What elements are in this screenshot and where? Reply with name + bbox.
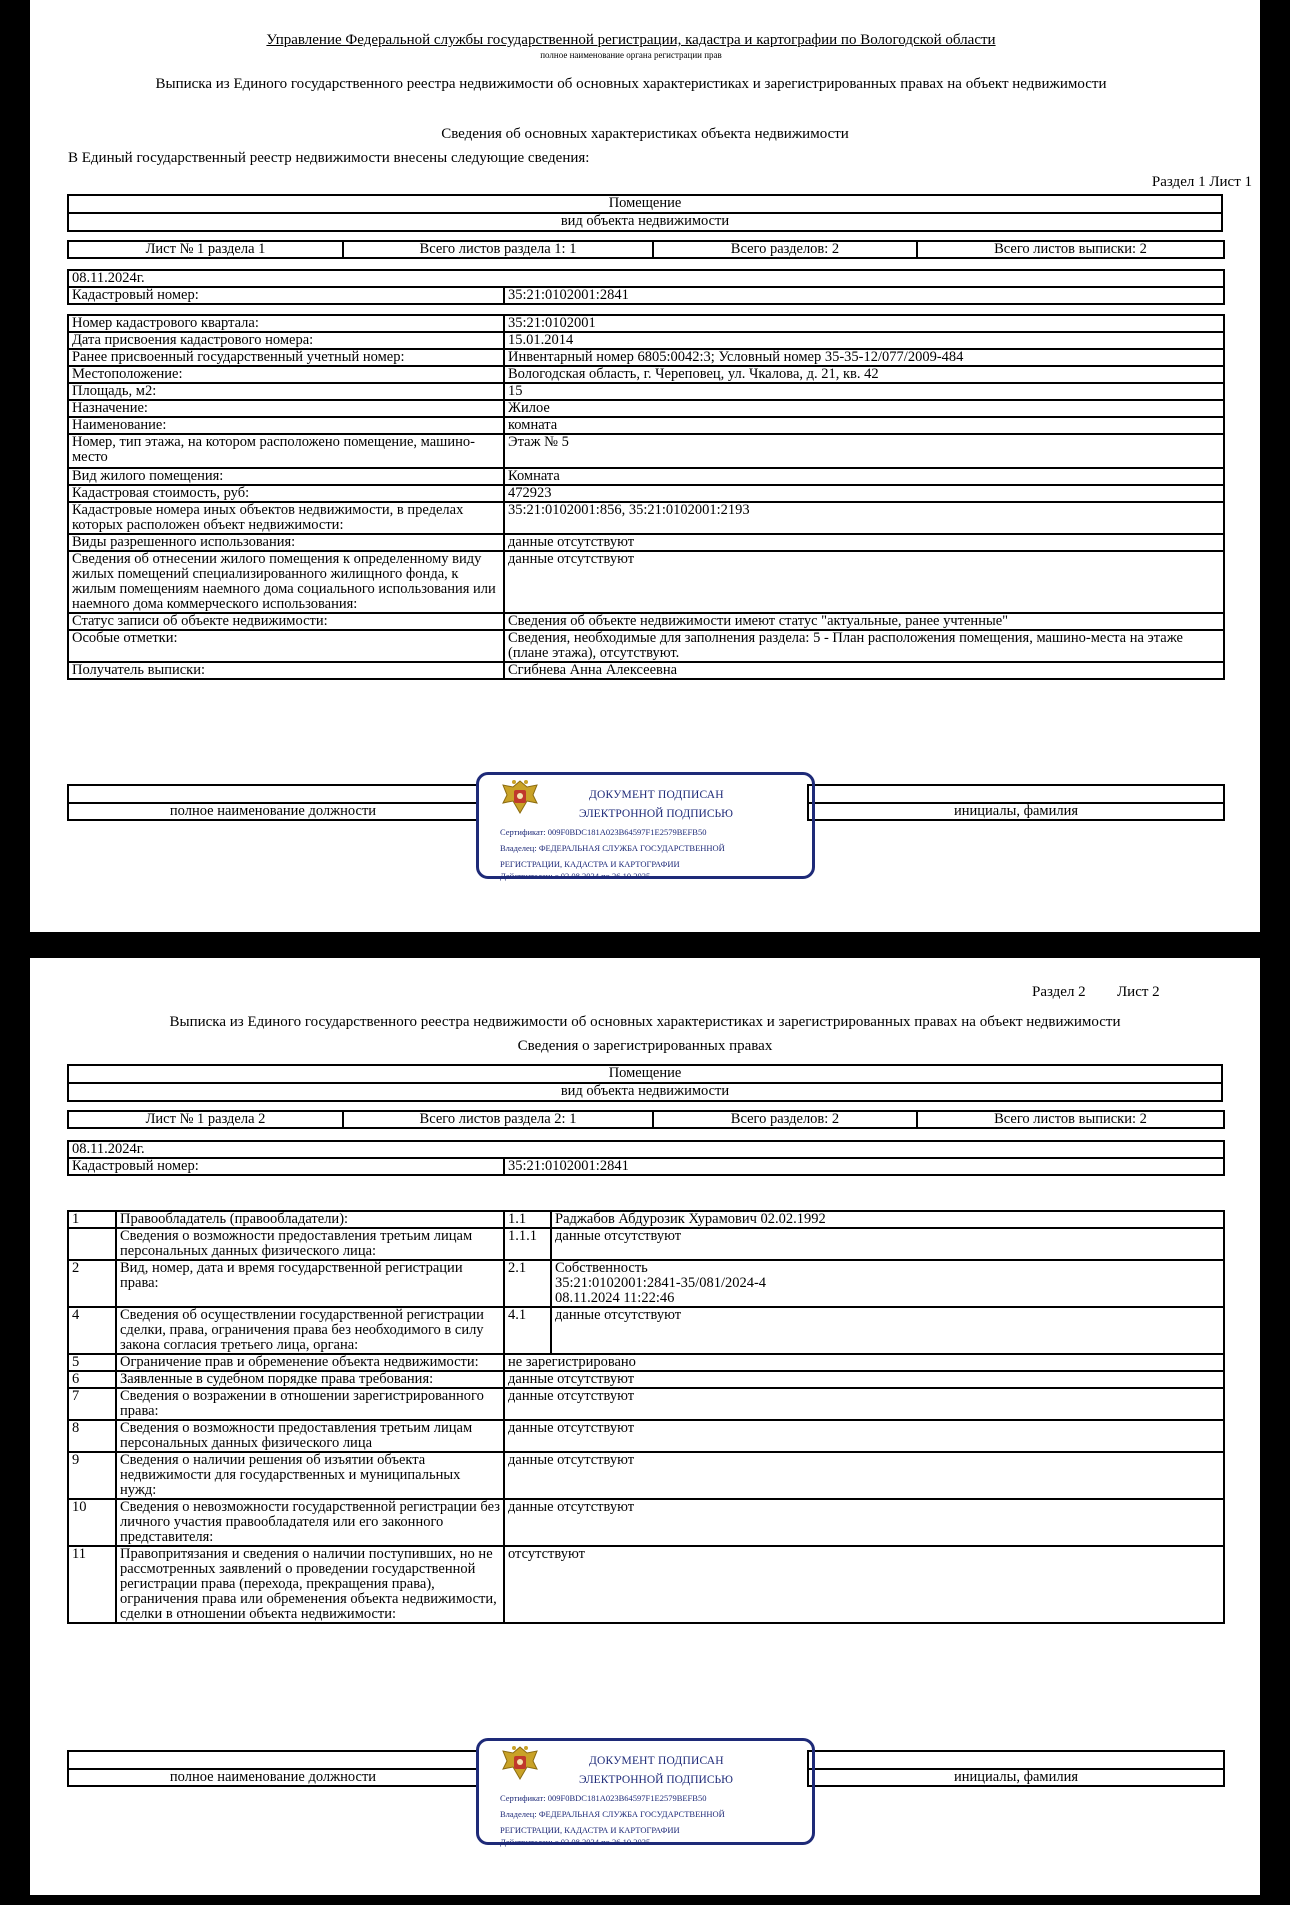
- extract-page-1: [30, 0, 1260, 932]
- row-value: данные отсутствуют: [504, 1499, 1224, 1546]
- sections-total: Всего разделов: 2: [653, 241, 917, 258]
- row-value: Комната: [504, 468, 1224, 485]
- extract-date: 08.11.2024г.: [68, 1141, 1224, 1158]
- row-number: 9: [68, 1452, 116, 1499]
- row-label: Особые отметки:: [68, 630, 504, 662]
- row-label: Ограничение прав и обременение объекта недвижимости:: [116, 1354, 504, 1371]
- row-label: Заявленные в судебном порядке права требования:: [116, 1371, 504, 1388]
- table-row: [68, 1546, 1224, 1623]
- registry-authority-caption: полное наименование органа регистрации прав: [540, 50, 722, 60]
- table-row: [68, 434, 1224, 468]
- row-label: Ранее присвоенный государственный учетный номер:: [68, 349, 504, 366]
- table-row: [68, 468, 1224, 485]
- sheet-label: Лист 2: [1117, 984, 1160, 1000]
- coat-of-arms-icon: [499, 1743, 541, 1783]
- table-row: [68, 534, 1224, 551]
- registration-datetime: 08.11.2024 11:22:46: [555, 1290, 675, 1306]
- object-type-table: [67, 194, 1223, 232]
- characteristics-table: [67, 314, 1225, 680]
- row-label: Сведения о возможности предоставления третьим лицам персональных данных физического лица:: [116, 1228, 504, 1260]
- object-type-table: [67, 1064, 1223, 1102]
- row-number: 4: [68, 1307, 116, 1354]
- cadastral-label: Кадастровый номер:: [68, 287, 504, 304]
- registration-number: 35:21:0102001:2841-35/081/2024-4: [555, 1275, 767, 1291]
- table-row: [68, 613, 1224, 630]
- row-label: Статус записи об объекте недвижимости:: [68, 613, 504, 630]
- extract-sheets-total: Всего листов выписки: 2: [917, 241, 1224, 258]
- object-type: Помещение: [68, 1065, 1222, 1083]
- row-label: Сведения об отнесении жилого помещения к определенному виду жилых помещений специализированного жилищного фонда, к жилым помещениям наемного дома социального использования или наемного дома коммерческого использования:: [68, 551, 504, 613]
- row-value: данные отсутствуют: [504, 1388, 1224, 1420]
- row-value: 472923: [504, 485, 1224, 502]
- table-row: [68, 630, 1224, 662]
- stamp-line-1: ДОКУМЕНТ ПОДПИСАН: [589, 789, 724, 801]
- table-row: [68, 551, 1224, 613]
- row-label: Получатель выписки:: [68, 662, 504, 679]
- row-value: Инвентарный номер 6805:0042:3; Условный номер 35-35-12/077/2009-484: [504, 349, 1224, 366]
- table-row: [68, 400, 1224, 417]
- row-number: 8: [68, 1420, 116, 1452]
- row-value: 35:21:0102001:856, 35:21:0102001:2193: [504, 502, 1224, 534]
- stamp-line-2: ЭЛЕКТРОННОЙ ПОДПИСЬЮ: [579, 808, 733, 820]
- row-value: Раджабов Абдурозик Хурамович 02.02.1992: [551, 1211, 1224, 1228]
- row-label: Сведения о наличии решения об изъятии объекта недвижимости для государственных и муниципальных нужд:: [116, 1452, 504, 1499]
- table-row: [68, 1371, 1224, 1388]
- e-signature-stamp: [476, 1738, 815, 1845]
- stamp-owner-2: РЕГИСТРАЦИИ, КАДАСТРА И КАРТОГРАФИИ: [500, 859, 680, 869]
- row-value: данные отсутствуют: [551, 1228, 1224, 1260]
- table-row: [68, 1228, 1224, 1260]
- row-value: [551, 1260, 1224, 1307]
- table-row: [68, 1354, 1224, 1371]
- registry-authority-name: Управление Федеральной службы государственной регистрации, кадастра и картографии по Вологодской области: [266, 32, 996, 48]
- stamp-valid: Действителен: с 02.08.2024 по 26.10.2025: [500, 871, 651, 881]
- e-signature-stamp: [476, 772, 815, 879]
- stamp-certificate: Сертификат: 009F0BDC181A023B64597F1E2579BEFB50: [500, 827, 707, 837]
- extract-sheets-total: Всего листов выписки: 2: [917, 1111, 1224, 1128]
- row-label: Вид жилого помещения:: [68, 468, 504, 485]
- stamp-line-2: ЭЛЕКТРОННОЙ ПОДПИСЬЮ: [579, 1774, 733, 1786]
- row-label: Правопритязания и сведения о наличии поступивших, но не рассмотренных заявлений о проведении государственной регистрации права (перехода, прекращения права), ограничения права или обременения объекта недвижимости, сделки в отношении объекта недвижимости:: [116, 1546, 504, 1623]
- row-subnumber: 1.1: [504, 1211, 551, 1228]
- row-label: Виды разрешенного использования:: [68, 534, 504, 551]
- extract-date: 08.11.2024г.: [68, 270, 1224, 287]
- table-row: [68, 315, 1224, 332]
- rights-table: [67, 1210, 1225, 1624]
- row-label: Местоположение:: [68, 366, 504, 383]
- row-label: Площадь, м2:: [68, 383, 504, 400]
- row-subnumber: 1.1.1: [504, 1228, 551, 1260]
- sheet-info-table: [67, 1110, 1225, 1129]
- section-sheets-total: Всего листов раздела 2: 1: [343, 1111, 653, 1128]
- section-sheets-total: Всего листов раздела 1: 1: [343, 241, 653, 258]
- table-row: [68, 1420, 1224, 1452]
- row-label: Дата присвоения кадастрового номера:: [68, 332, 504, 349]
- row-value: данные отсутствуют: [504, 1420, 1224, 1452]
- row-value: 35:21:0102001: [504, 315, 1224, 332]
- object-type-caption: вид объекта недвижимости: [68, 1083, 1222, 1101]
- row-value: Сведения об объекте недвижимости имеют статус "актуальные, ранее учтенные": [504, 613, 1224, 630]
- stamp-line-1: ДОКУМЕНТ ПОДПИСАН: [589, 1755, 724, 1767]
- stamp-owner-1: Владелец: ФЕДЕРАЛЬНАЯ СЛУЖБА ГОСУДАРСТВЕННОЙ: [500, 843, 725, 853]
- row-label: Назначение:: [68, 400, 504, 417]
- row-label: Сведения о возможности предоставления третьим лицам персональных данных физического лица: [116, 1420, 504, 1452]
- cadastral-label: Кадастровый номер:: [68, 1158, 504, 1175]
- row-number: 7: [68, 1388, 116, 1420]
- cadastral-value: 35:21:0102001:2841: [504, 1158, 1224, 1175]
- object-type-caption: вид объекта недвижимости: [68, 213, 1222, 231]
- row-label: Сведения о возражении в отношении зарегистрированного права:: [116, 1388, 504, 1420]
- name-caption: инициалы, фамилия: [808, 1769, 1224, 1786]
- section-label: Раздел 2: [1032, 984, 1086, 1000]
- table-row: [68, 502, 1224, 534]
- extract-title: Выписка из Единого государственного реестра недвижимости об основных характеристиках и зарегистрированных правах на объект недвижимости: [169, 1014, 1121, 1030]
- table-row: [68, 1499, 1224, 1546]
- row-label: Наименование:: [68, 417, 504, 434]
- sheet-number: Лист № 1 раздела 1: [68, 241, 343, 258]
- row-subnumber: 2.1: [504, 1260, 551, 1307]
- table-row: [68, 1260, 1224, 1307]
- section-sheet-label: Раздел 1 Лист 1: [1151, 174, 1252, 190]
- position-caption: полное наименование должности: [68, 1769, 478, 1786]
- stamp-owner-2: РЕГИСТРАЦИИ, КАДАСТРА И КАРТОГРАФИИ: [500, 1825, 680, 1835]
- row-value: Этаж № 5: [504, 434, 1224, 468]
- name-caption: инициалы, фамилия: [808, 803, 1224, 820]
- row-value: Сгибнева Анна Алексеевна: [504, 662, 1224, 679]
- position-caption: полное наименование должности: [68, 803, 478, 820]
- object-type: Помещение: [68, 195, 1222, 213]
- row-value: данные отсутствуют: [504, 534, 1224, 551]
- row-label: Сведения о невозможности государственной регистрации без личного участия правообладателя или его законного представителя:: [116, 1499, 504, 1546]
- table-row: [68, 383, 1224, 400]
- row-value: 15: [504, 383, 1224, 400]
- row-number: 11: [68, 1546, 116, 1623]
- section-title: Сведения о зарегистрированных правах: [517, 1038, 773, 1054]
- row-value: данные отсутствуют: [504, 1452, 1224, 1499]
- table-row: [68, 332, 1224, 349]
- stamp-valid: Действителен: с 02.08.2024 по 26.10.2025: [500, 1837, 651, 1847]
- table-row: [68, 1452, 1224, 1499]
- table-row: [68, 417, 1224, 434]
- row-number: 10: [68, 1499, 116, 1546]
- table-row: [68, 1388, 1224, 1420]
- row-label: Вид, номер, дата и время государственной регистрации права:: [116, 1260, 504, 1307]
- table-row: [68, 1307, 1224, 1354]
- row-subnumber: 4.1: [504, 1307, 551, 1354]
- row-label: Кадастровая стоимость, руб:: [68, 485, 504, 502]
- table-row: [68, 662, 1224, 679]
- row-value: отсутствуют: [504, 1546, 1224, 1623]
- row-label: Номер кадастрового квартала:: [68, 315, 504, 332]
- cadastral-value: 35:21:0102001:2841: [504, 287, 1224, 304]
- row-value: данные отсутствуют: [504, 551, 1224, 613]
- date-cadastral-table: [67, 269, 1225, 305]
- row-value: Жилое: [504, 400, 1224, 417]
- intro-text: В Единый государственный реестр недвижимости внесены следующие сведения:: [68, 150, 590, 166]
- sheet-info-table: [67, 240, 1225, 259]
- row-label: Правообладатель (правообладатели):: [116, 1211, 504, 1228]
- sections-total: Всего разделов: 2: [653, 1111, 917, 1128]
- stamp-owner-1: Владелец: ФЕДЕРАЛЬНАЯ СЛУЖБА ГОСУДАРСТВЕННОЙ: [500, 1809, 725, 1819]
- sheet-number: Лист № 1 раздела 2: [68, 1111, 343, 1128]
- row-number: 2: [68, 1260, 116, 1307]
- table-row: [68, 366, 1224, 383]
- table-row: [68, 485, 1224, 502]
- row-number: 6: [68, 1371, 116, 1388]
- row-number: 1: [68, 1211, 116, 1228]
- row-value: данные отсутствуют: [551, 1307, 1224, 1354]
- row-value: 15.01.2014: [504, 332, 1224, 349]
- row-value: Вологодская область, г. Череповец, ул. Чкалова, д. 21, кв. 42: [504, 366, 1224, 383]
- right-type: Собственность: [555, 1260, 648, 1276]
- coat-of-arms-icon: [499, 777, 541, 817]
- extract-title: Выписка из Единого государственного реестра недвижимости об основных характеристиках и зарегистрированных правах на объект недвижимости: [155, 76, 1107, 92]
- section-title: Сведения об основных характеристиках объекта недвижимости: [441, 126, 849, 142]
- row-number: 5: [68, 1354, 116, 1371]
- table-row: [68, 1211, 1224, 1228]
- table-row: [68, 349, 1224, 366]
- row-value: комната: [504, 417, 1224, 434]
- row-label: Сведения об осуществлении государственной регистрации сделки, права, ограничения права без необходимого в силу закона согласия третьего лица, органа:: [116, 1307, 504, 1354]
- row-value: данные отсутствуют: [504, 1371, 1224, 1388]
- date-cadastral-table: [67, 1140, 1225, 1176]
- row-value: Сведения, необходимые для заполнения раздела: 5 - План расположения помещения, машино-места на этаже (плане этажа), отсутствуют.: [504, 630, 1224, 662]
- row-label: Кадастровые номера иных объектов недвижимости, в пределах которых расположен объект недвижимости:: [68, 502, 504, 534]
- extract-page-2: [30, 958, 1260, 1895]
- stamp-certificate: Сертификат: 009F0BDC181A023B64597F1E2579BEFB50: [500, 1793, 707, 1803]
- row-value: не зарегистрировано: [504, 1354, 1224, 1371]
- row-label: Номер, тип этажа, на котором расположено помещение, машино-место: [68, 434, 504, 468]
